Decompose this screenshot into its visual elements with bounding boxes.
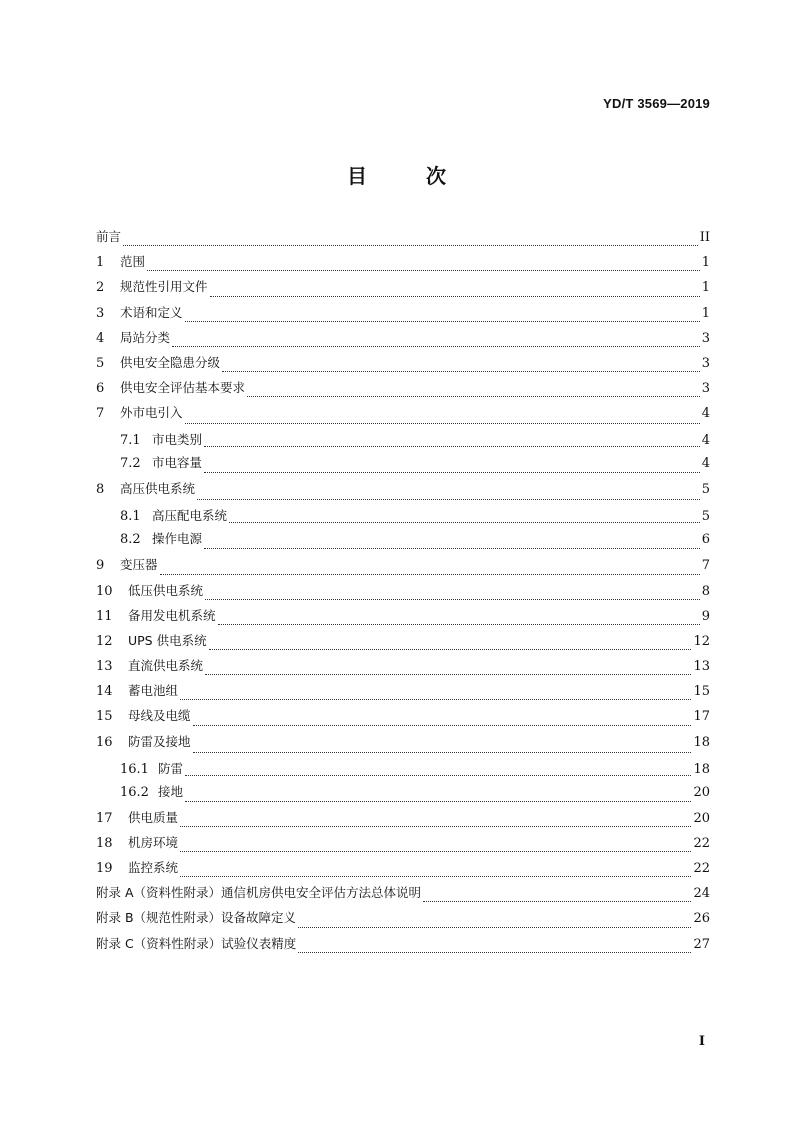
toc-page-number: 13 [693,659,710,675]
toc-entry[interactable] [96,479,710,506]
toc-label: 市电类别 [152,432,203,448]
leader-dots [298,927,691,928]
toc-subentry[interactable] [96,453,710,479]
toc-number: 16.2 [120,784,149,800]
toc-page-number: 18 [693,761,710,777]
toc-label: 蓄电池组 [128,683,179,699]
toc-label: 备用发电机系统 [128,607,216,623]
toc-entry[interactable] [96,378,710,403]
toc-entry[interactable] [96,252,710,277]
toc-entry[interactable] [96,656,710,681]
toc-page-number: 5 [701,509,710,525]
leader-dots [204,472,700,473]
toc-subentry[interactable] [96,506,710,529]
toc-page-number: 20 [693,784,710,800]
toc-number: 15 [96,709,113,725]
toc-page-number: 4 [701,456,710,472]
toc-number: 16 [96,734,113,750]
toc-label: 附录 A（资料性附录）通信机房供电安全评估方法总体说明 [96,885,422,901]
leader-dots [180,876,691,877]
leader-dots [185,775,691,776]
toc-entry[interactable] [96,227,710,252]
leader-dots [210,296,700,297]
toc-entry[interactable] [96,555,710,580]
toc-number: 16.1 [120,761,149,777]
toc-label: 机房环境 [128,834,179,850]
leader-dots [147,270,700,271]
toc-number: 8.1 [120,509,141,525]
toc-label: 术语和定义 [120,304,183,320]
toc-number: 19 [96,861,113,876]
toc-entry[interactable] [96,328,710,353]
toc-label: 监控系统 [128,860,179,875]
leader-dots [298,952,691,953]
toc-page-number: 3 [701,330,710,346]
toc-label: 接地 [158,783,184,799]
leader-dots [197,499,700,500]
toc-entry[interactable] [96,883,710,908]
leader-dots [185,423,700,424]
toc-page-number: 8 [701,583,710,599]
toc-number: 8.2 [120,532,141,548]
toc-page-number: 4 [701,406,710,422]
toc-label: 范围 [120,254,146,270]
toc-label: 供电安全评估基本要求 [120,380,246,396]
toc-number: 18 [96,835,113,851]
leader-dots [193,725,692,726]
toc-number: 7.1 [120,433,141,449]
toc-page-number: 24 [693,886,710,902]
toc-page-number: 7 [701,558,710,574]
toc-page-number: 17 [693,709,710,725]
toc-label: 高压配电系统 [152,508,228,524]
toc-entry[interactable] [96,606,710,631]
toc-number: 11 [96,608,113,624]
toc-number: 7.2 [120,456,141,472]
leader-dots [204,446,700,447]
toc-entry[interactable] [96,858,710,883]
table-of-contents [96,227,710,959]
toc-page-number: 15 [693,684,710,700]
toc-label: 局站分类 [120,329,171,345]
document-code: YD/T 3569—2019 [603,96,710,111]
leader-dots [180,826,691,827]
toc-number: 6 [96,381,105,397]
toc-number: 2 [96,280,105,296]
toc-page-number: 6 [701,532,710,548]
toc-subentry[interactable] [96,782,710,808]
toc-label: 变压器 [120,557,158,573]
leader-dots [247,396,700,397]
toc-page-number: 5 [701,482,710,498]
leader-dots [209,649,692,650]
toc-page-number: 12 [693,633,710,649]
toc-entry[interactable] [96,808,710,833]
leader-dots [172,346,700,347]
toc-page-number: 9 [701,608,710,624]
toc-number: 1 [96,255,105,271]
leader-dots [229,522,700,523]
toc-page-number: 26 [693,911,710,927]
toc-label: 外市电引入 [120,405,183,421]
toc-entry[interactable] [96,403,710,430]
page-title: 目 次 [347,164,472,188]
leader-dots [123,245,698,246]
toc-label: 操作电源 [152,531,203,547]
toc-label: 直流供电系统 [128,658,204,674]
toc-number: 14 [96,684,113,700]
toc-number: 9 [96,558,105,574]
toc-number: 10 [96,583,113,599]
toc-label: 高压供电系统 [120,481,196,497]
toc-number: 13 [96,659,113,675]
toc-page-number: II [699,230,710,245]
toc-page-number: 3 [701,381,710,397]
leader-dots [205,674,691,675]
toc-number: 4 [96,330,105,346]
toc-label: UPS 供电系统 [128,632,207,648]
toc-subentry[interactable] [96,759,710,782]
toc-label: 母线及电缆 [128,708,191,724]
toc-number: 3 [96,305,105,321]
toc-page-number: 18 [693,734,710,750]
toc-page-number: 22 [693,861,710,876]
toc-page-number: 22 [693,835,710,851]
toc-entry[interactable] [96,706,710,731]
toc-entry[interactable] [96,934,710,959]
toc-entry[interactable] [96,681,710,706]
toc-label: 低压供电系统 [128,582,204,598]
leader-dots [180,851,691,852]
toc-page-number: 1 [701,255,710,271]
leader-dots [185,321,700,322]
toc-label: 供电质量 [128,809,179,825]
toc-entry[interactable] [96,631,710,656]
toc-page-number: 1 [701,305,710,321]
toc-entry[interactable] [96,833,710,858]
toc-page-number: 1 [701,280,710,296]
toc-entry[interactable] [96,581,710,606]
toc-number: 5 [96,355,105,371]
toc-page-number: 4 [701,433,710,449]
toc-page-number: 27 [693,936,710,952]
toc-page-number: 3 [701,355,710,371]
toc-entry[interactable] [96,732,710,759]
toc-label: 附录 C（资料性附录）试验仪表精度 [96,935,297,951]
toc-label: 防雷 [158,760,184,776]
toc-label: 防雷及接地 [128,733,191,749]
toc-page-number: 20 [693,810,710,826]
toc-number: 7 [96,406,105,422]
toc-entry[interactable] [96,303,710,328]
toc-label: 供电安全隐患分级 [120,354,221,370]
leader-dots [423,901,691,902]
toc-entry[interactable] [96,277,710,302]
leader-dots [180,699,691,700]
leader-dots [204,548,700,549]
leader-dots [205,599,700,600]
toc-entry[interactable] [96,908,710,933]
toc-number: 17 [96,810,113,826]
toc-subentry[interactable] [96,529,710,555]
page-number: I [698,1034,705,1049]
toc-subentry[interactable] [96,430,710,453]
toc-label: 市电容量 [152,455,203,471]
toc-entry[interactable] [96,353,710,378]
leader-dots [193,752,692,753]
leader-dots [222,371,700,372]
toc-label: 规范性引用文件 [120,279,208,295]
toc-number: 12 [96,633,113,649]
toc-number: 8 [96,482,105,498]
toc-label: 附录 B（规范性附录）设备故障定义 [96,910,297,926]
leader-dots [218,624,700,625]
leader-dots [160,574,700,575]
leader-dots [185,801,691,802]
toc-label: 前言 [96,229,122,244]
